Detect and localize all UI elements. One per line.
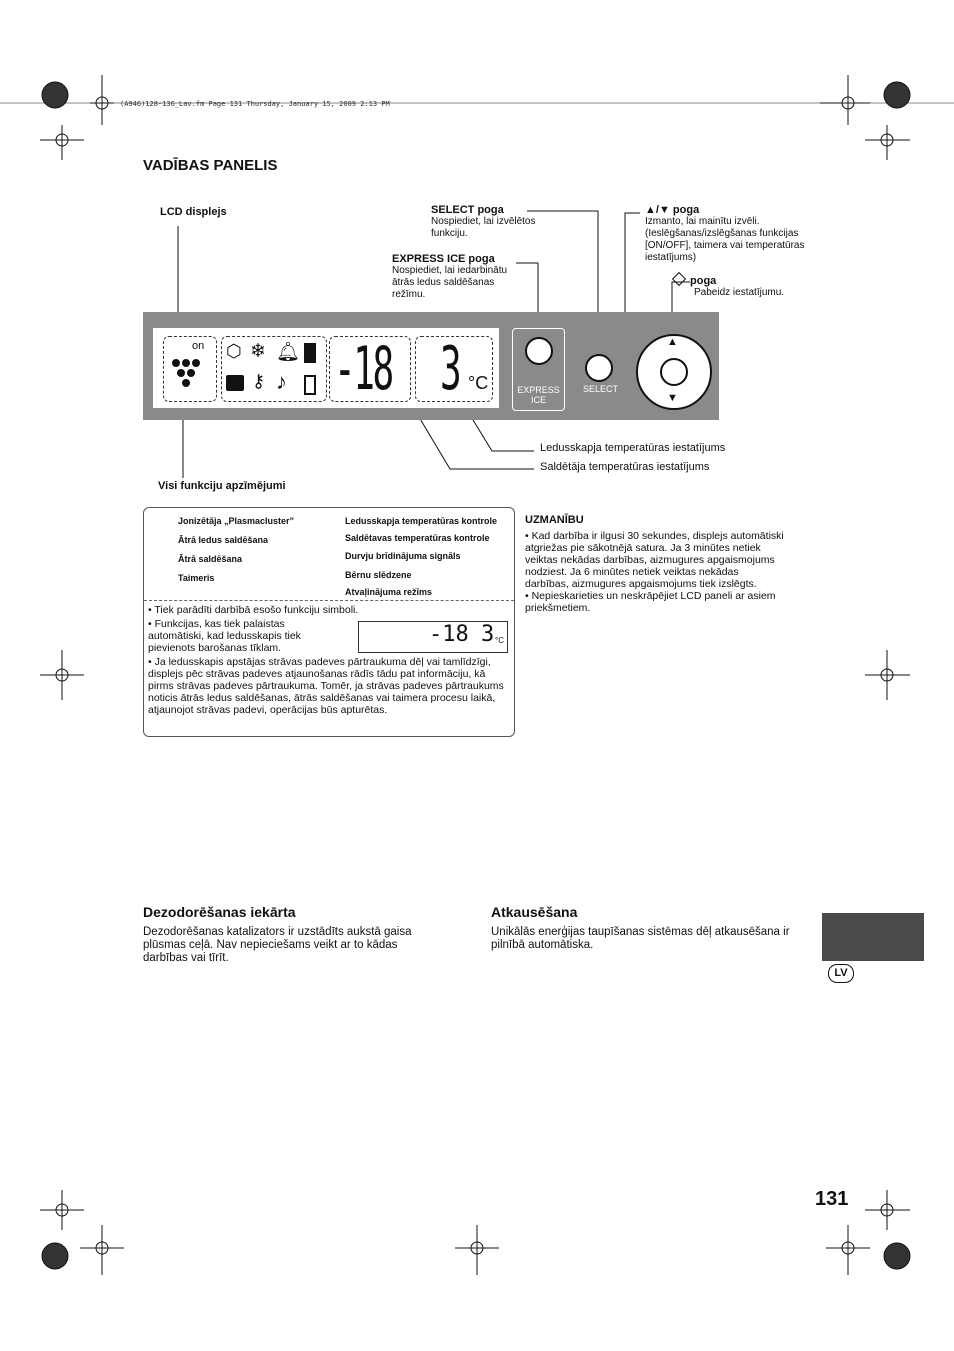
- legend-item: Atvaļinājuma režīms: [345, 587, 433, 597]
- enter-diamond-icon: [672, 272, 686, 286]
- lcd-label: LCD displejs: [160, 206, 227, 218]
- door-alarm-icon: ♪: [276, 369, 287, 394]
- express-callout: [392, 253, 517, 301]
- legend-item: Ledusskapja temperatūras kontrole: [345, 516, 498, 526]
- express-ice-button[interactable]: [525, 337, 553, 365]
- enter-callout-desc: Pabeidz iestatījumu.: [694, 287, 785, 298]
- updown-callout-title: poga: [672, 204, 700, 216]
- down-arrow-icon[interactable]: ▼: [667, 392, 678, 404]
- child-lock-icon: ⚷: [252, 371, 266, 391]
- mini-lcd-right: 3: [481, 622, 495, 647]
- mini-lcd: [358, 621, 508, 653]
- fridge-temp-value: 3: [440, 336, 460, 402]
- fridge-temp-icon: [304, 343, 316, 363]
- legend-item: Jonizētāja „Plasmacluster”: [178, 516, 295, 526]
- legend-item: Ātrā saldēšana: [178, 554, 243, 564]
- legend-item: Bērnu slēdzene: [345, 570, 412, 580]
- function-icons: [221, 336, 327, 402]
- select-button-frame: [577, 328, 624, 409]
- express-ice-button-label: EXPRESS ICE: [517, 385, 560, 405]
- defrost-body: Unikālās enerģijas taupīšanas sistēmas dēļ atkausēšana ir pilnībā automātiska.: [491, 926, 790, 951]
- enter-button[interactable]: [660, 358, 688, 386]
- freezer-temp-value: -18: [334, 336, 392, 402]
- section-title: VADĪBAS PANELIS: [143, 157, 278, 174]
- celsius-unit: °C: [468, 373, 489, 393]
- mini-lcd-unit: °C: [495, 636, 504, 645]
- plasmacluster-icon: [164, 337, 216, 401]
- vacation-icon: [226, 375, 244, 391]
- select-callout-title: SELECT poga: [431, 204, 504, 216]
- caution-item: Nepieskarieties un neskrāpējiet LCD paneli ar asiem priekšmetiem.: [525, 590, 776, 614]
- mini-lcd-left: -18: [429, 622, 469, 647]
- express-callout-title: EXPRESS ICE poga: [392, 253, 495, 265]
- select-callout-desc: Nospiediet, lai izvēlētos funkciju.: [431, 216, 536, 239]
- legend-note: Funkcijas, kas tiek palaistas automātiski, kad ledusskapis tiek pievienots barošanas tīklam.: [148, 618, 301, 654]
- legend-item: Durvju brīdinājuma signāls: [345, 551, 461, 561]
- language-badge: LV: [828, 964, 854, 983]
- legend-note: Ja ledusskapis apstājas strāvas padeves pārtraukuma dēļ vai tamlīdzīgi, displejs pēc strāvas padeves atjaunošanas rādīs tādu pat informāciju, kā pirms strāvas padeves pārtraukuma. Tomēr, ja strāvas padeves pārtraukums noticis ātrās ledus saldēšanas, ātrās saldēšanas vai taimera procesu laikā, atjaunojot strāvas padevi, operācijas būs apturētas.: [148, 656, 504, 716]
- enter-callout-title: poga: [690, 275, 717, 287]
- deodorizer-title: Dezodorēšanas iekārta: [143, 904, 296, 920]
- express-freeze-icon: ❄: [250, 341, 266, 362]
- legend-note: Tiek parādīti darbībā esošo funkciju simboli.: [154, 604, 359, 616]
- on-indicator: on: [192, 340, 205, 352]
- express-callout-desc: Nospiediet, lai iedarbinātu ātrās ledus saldēšanas režīmu.: [392, 265, 508, 300]
- fridge-temp-display: [415, 336, 493, 402]
- updown-arrows-icon: ▲/▼: [645, 204, 670, 216]
- page-number: 131: [815, 1188, 849, 1210]
- fridge-temp-label: Ledusskapja temperatūras iestatījums: [540, 442, 726, 454]
- legend-item: Ātrā ledus saldēšana: [178, 535, 269, 545]
- all-symbols-label: Visi funkciju apzīmējumi: [158, 480, 286, 492]
- express-ice-button-frame: [512, 328, 565, 411]
- defrost-section: [491, 904, 811, 952]
- select-callout: [431, 204, 561, 240]
- caution-item: Kad darbība ir ilgusi 30 sekundes, displejs automātiski atgriežas pie sākotnējā satura. Ja 3 minūtes netiek veiktas nekādas darbības, aizmugures apgaismojums nodziest. Ja 6 minūtes netiek veiktas nekādas darbības, aizmugures apgaismojums tiek izslēgts.: [525, 530, 784, 590]
- plasmacluster-icon-group: [163, 336, 217, 402]
- updown-callout: [645, 204, 810, 264]
- legend-item: Saldētavas temperatūras kontrole: [345, 533, 490, 543]
- legend-item: Taimeris: [178, 573, 215, 583]
- express-ice-icon: ⬡: [226, 341, 242, 361]
- enter-callout: [674, 274, 804, 299]
- legend-divider: [144, 600, 514, 601]
- select-button-label: SELECT: [582, 384, 618, 394]
- lcd-display: [153, 328, 499, 408]
- navigation-dial[interactable]: [636, 334, 712, 410]
- updown-callout-desc: Izmanto, lai mainītu izvēli. (Ieslēgšanas/izslēgšanas funkcijas [ON/OFF], taimera vai temperatūras iestatījums): [645, 216, 805, 263]
- freezer-temp-icon: [304, 375, 316, 395]
- deodorizer-section: [143, 904, 443, 965]
- timer-bell-icon: 🔔︎: [276, 342, 301, 363]
- freezer-temp-label: Saldētāja temperatūras iestatījums: [540, 461, 710, 473]
- symbol-legend: Jonizētāja „Plasmacluster” Ātrā ledus saldēšana Ātrā saldēšana Taimeris Ledusskapja temperatūras kontrole Saldētavas temperatūras kontrole Durvju brīdinājuma signāls Bērnu slēdzene Atvaļinājuma režīms • Tiek parādīti darbībā esošo funkciju simboli. • Funkcijas, kas tiek palaistas automātiski, kad ledusskapis tiek pievienots barošanas tīklam. -18 3 °C • Ja ledusskapis apstājas strāvas padeves pārtraukuma dēļ vai tamlīdzīgi, displejs pēc strāvas padeves atjaunošanas rādīs tādu pat informāciju, kā pirms strāvas padeves pārtraukuma. Tomēr, ja strāvas padeves pārtraukums noticis ātrās ledus saldēšanas, ātrās saldēšanas vai taimera procesu laikā, atjaunojot strāvas padevi, operācijas būs apturētas.: [143, 507, 515, 737]
- select-button[interactable]: [585, 354, 613, 382]
- defrost-title: Atkausēšana: [491, 904, 578, 920]
- caution-title: UZMANĪBU: [525, 514, 584, 526]
- freezer-temp-display: [329, 336, 411, 402]
- language-tab: [822, 913, 924, 961]
- deodorizer-body: Dezodorēšanas katalizators ir uzstādīts aukstā gaisa plūsmas ceļā. Nav nepieciešams veikt ar to kādas darbības vai tīrīt.: [143, 926, 412, 964]
- file-header: (A946)128-136_Lav.fm Page 131 Thursday, January 15, 2009 2:13 PM: [120, 100, 390, 108]
- up-arrow-icon[interactable]: ▲: [667, 336, 678, 348]
- caution-section: UZMANĪBU • Kad darbība ir ilgusi 30 sekundes, displejs automātiski atgriežas pie sākotnējā satura. Ja 3 minūtes netiek veiktas nekādas darbības, aizmugures apgaismojums nodziest. Ja 6 minūtes netiek veiktas nekādas darbības, aizmugures apgaismojums tiek izslēgts. • Nepieskarieties un neskrāpējiet LCD paneli ar asiem priekšmetiem.: [525, 514, 784, 614]
